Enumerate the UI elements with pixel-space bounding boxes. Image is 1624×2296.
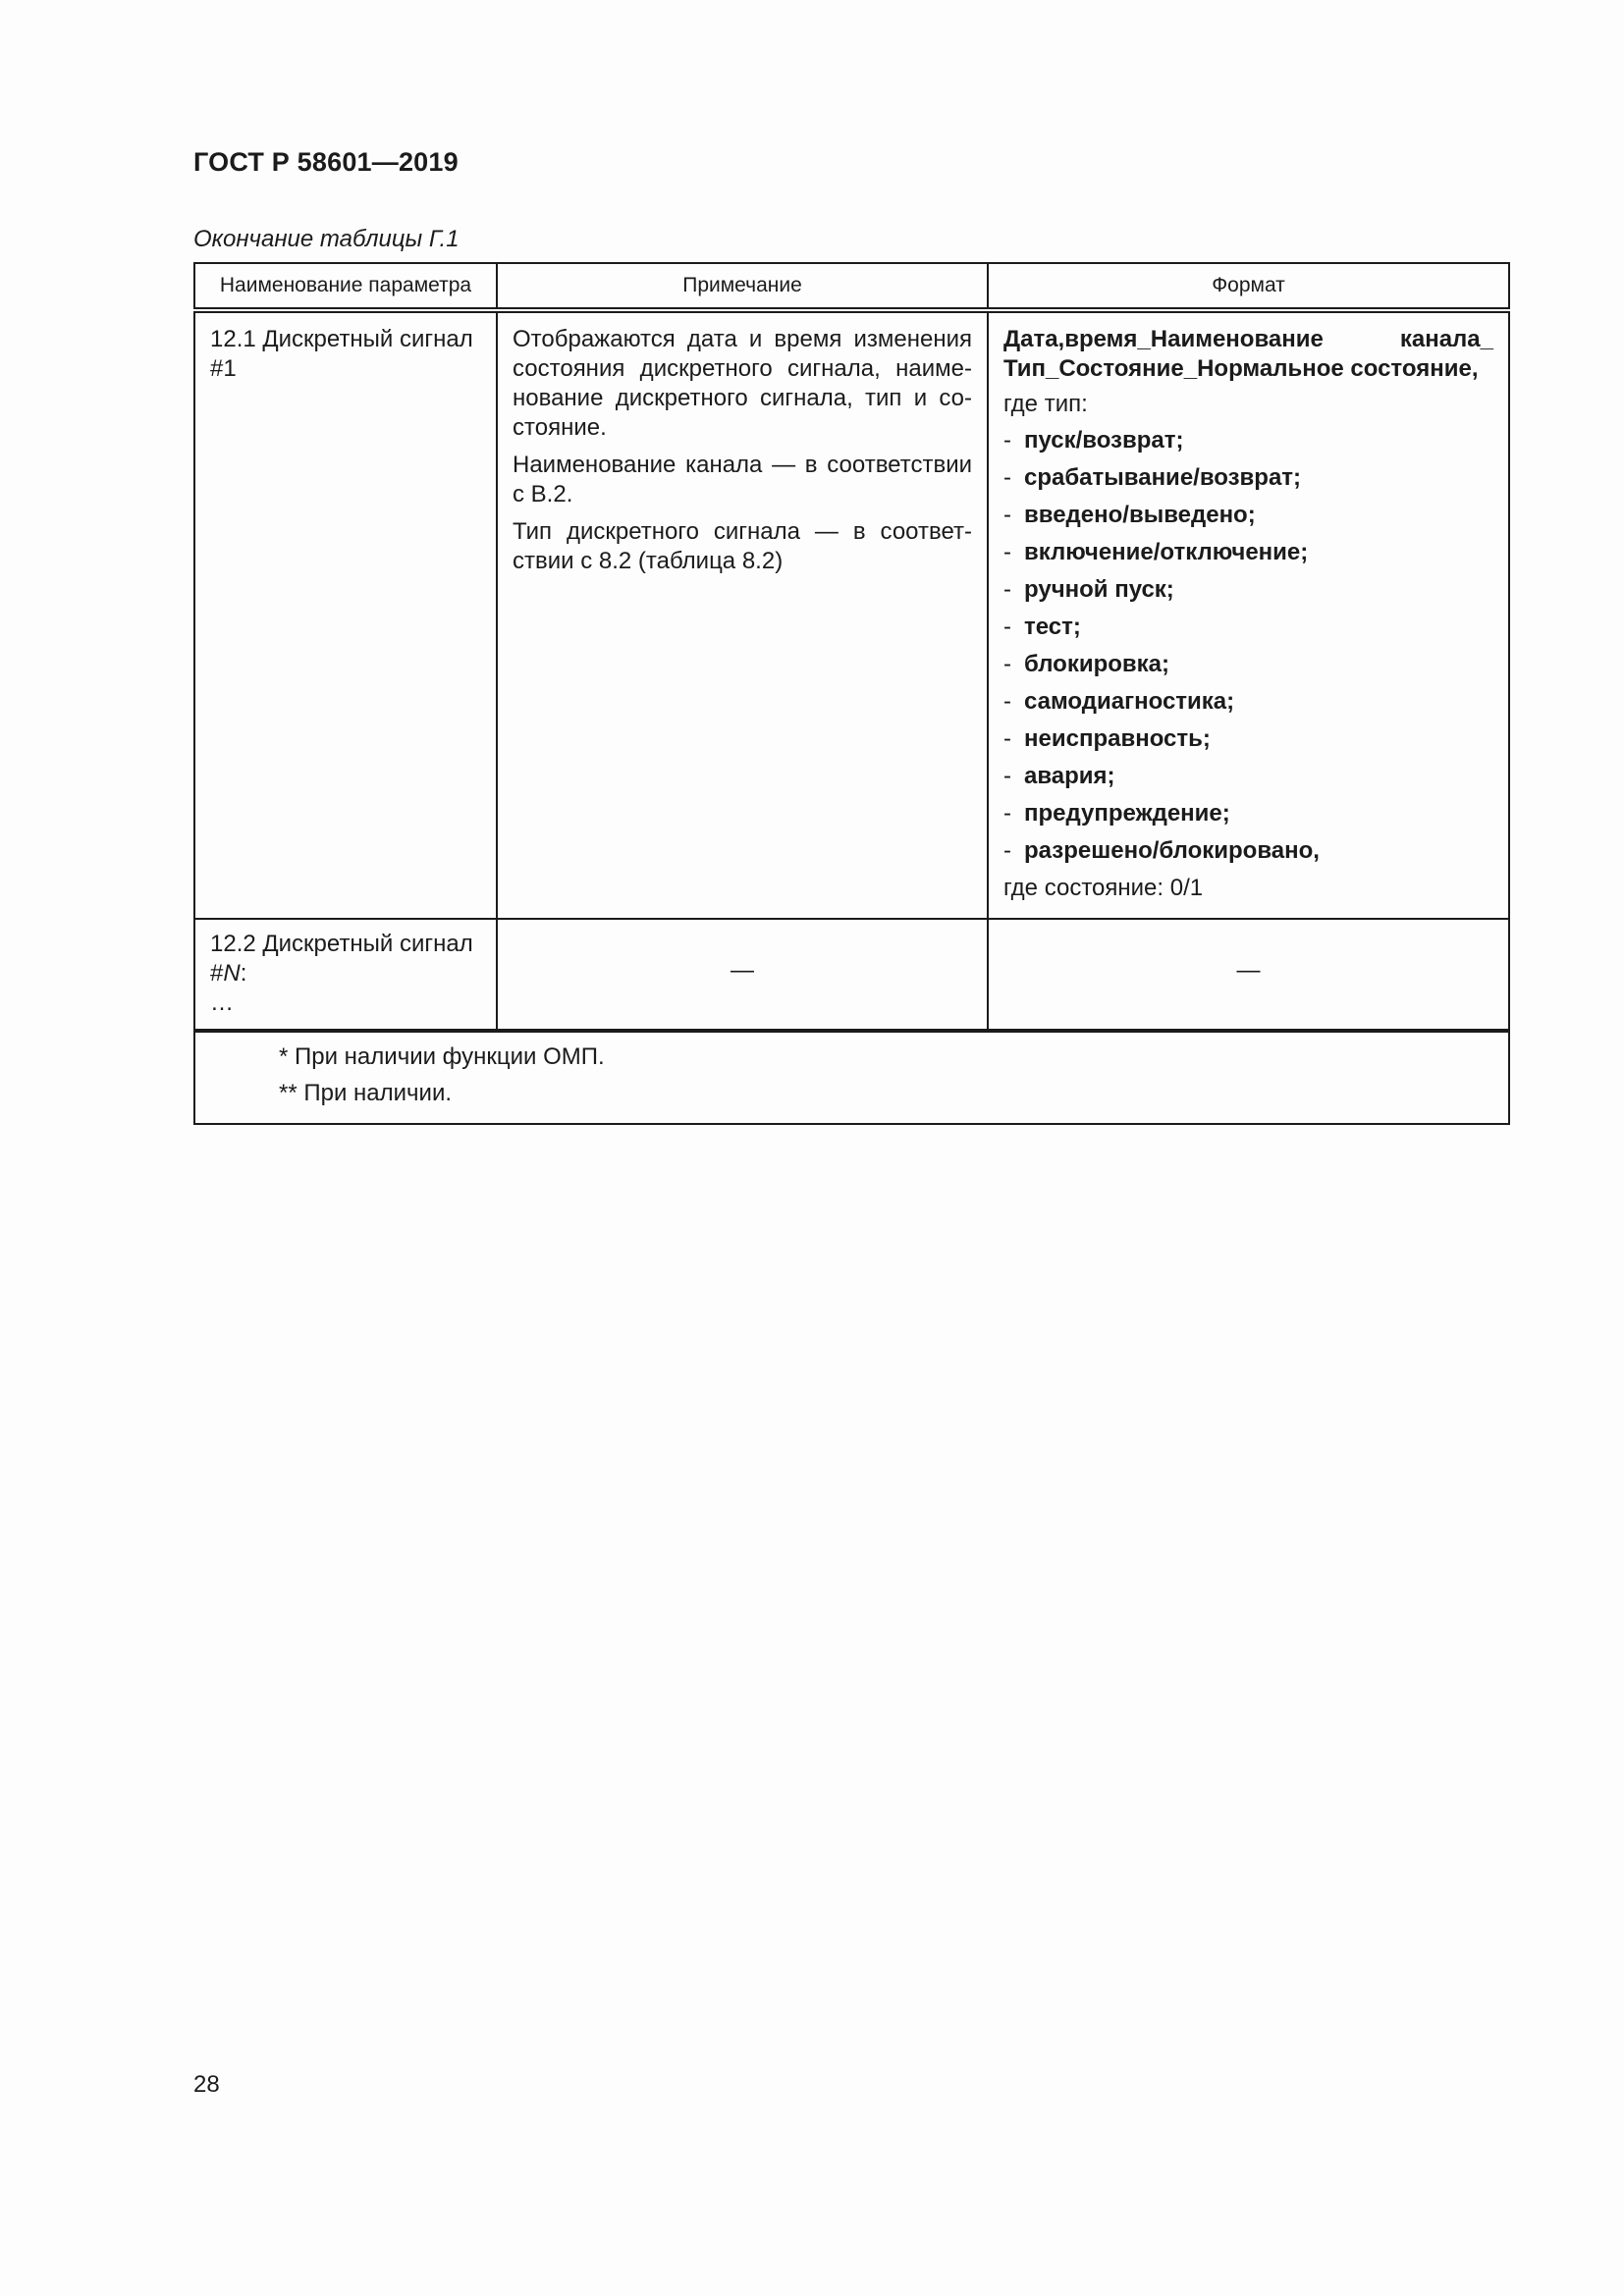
list-bullet: - [1003, 688, 1011, 715]
format-title: Дата,время_Наименование канала_ Тип_Состояние_Нормальное состояние, [1003, 326, 1493, 382]
format-type-value: блокировка; [1024, 651, 1170, 677]
footnote: ** При наличии. [279, 1080, 453, 1106]
parameter-hash: # [210, 960, 224, 987]
note-cell: — [497, 919, 988, 1031]
parameter-name: 12.2 Дискретный сигнал [210, 931, 473, 957]
parameter-colon: : [240, 960, 247, 987]
table-row [194, 919, 1509, 1031]
parameter-index [210, 959, 481, 988]
footnote: * При наличии функции ОМП. [279, 1043, 605, 1070]
parameter-cell [194, 919, 497, 1031]
table-row [194, 310, 1509, 919]
format-cell [988, 310, 1509, 919]
column-header-note: Примечание [497, 263, 988, 310]
parameter-cell [194, 310, 497, 919]
column-header-parameter: Наименование параметра [194, 263, 497, 310]
format-type-value: разрешено/блокировано, [1024, 837, 1320, 864]
list-bullet: - [1003, 427, 1011, 454]
note-paragraph: Тип дискретного сигнала — в соответствии с 8.2 (таблица 8.2) [513, 518, 972, 574]
list-bullet: - [1003, 614, 1011, 640]
format-type-value: включение/отключение; [1024, 539, 1309, 565]
parameter-ellipsis: … [210, 989, 234, 1016]
list-item [1003, 762, 1493, 791]
list-bullet: - [1003, 763, 1011, 789]
list-item [1003, 538, 1493, 567]
format-type-value: ручной пуск; [1024, 576, 1174, 603]
footnotes-cell [194, 1031, 1509, 1124]
list-bullet: - [1003, 837, 1011, 864]
list-item [1003, 836, 1493, 866]
list-item [1003, 501, 1493, 530]
parameter-variable: N [223, 960, 241, 987]
format-type-value: тест; [1024, 614, 1081, 640]
list-bullet: - [1003, 502, 1011, 528]
list-bullet: - [1003, 725, 1011, 752]
list-bullet: - [1003, 464, 1011, 491]
format-type-value: введено/выведено; [1024, 502, 1256, 528]
format-type-value: неисправность; [1024, 725, 1211, 752]
table-caption: Окончание таблицы Г.1 [193, 226, 460, 252]
list-item [1003, 575, 1493, 605]
format-type-value: пуск/возврат; [1024, 427, 1184, 454]
parameter-name: 12.1 Дискретный сигнал [210, 326, 473, 352]
format-type-value: срабатывание/возврат; [1024, 464, 1302, 491]
list-item [1003, 426, 1493, 455]
page-number: 28 [193, 2071, 220, 2098]
format-state-line: где состояние: 0/1 [1003, 875, 1204, 901]
note-cell [497, 310, 988, 919]
format-type-value: самодиагностика; [1024, 688, 1235, 715]
list-item [1003, 650, 1493, 679]
list-item [1003, 463, 1493, 493]
format-type-value: авария; [1024, 763, 1115, 789]
list-bullet: - [1003, 800, 1011, 827]
format-type-value: предупреждение; [1024, 800, 1230, 827]
list-bullet: - [1003, 651, 1011, 677]
table-header-row [194, 263, 1509, 310]
format-type-intro: где тип: [1003, 391, 1088, 417]
note-paragraph: Отображаются дата и время изменения состояния дискретного сигнала, наименование дискретного сигнала, тип и состояние. [513, 326, 972, 441]
list-bullet: - [1003, 539, 1011, 565]
footnotes-row [194, 1031, 1509, 1124]
list-bullet: - [1003, 576, 1011, 603]
note-paragraph: Наименование канала — в соответствии с В.2. [513, 452, 972, 507]
list-item [1003, 724, 1493, 754]
format-cell: — [988, 919, 1509, 1031]
parameter-index: #1 [210, 355, 237, 382]
list-item [1003, 799, 1493, 828]
document-header: ГОСТ Р 58601—2019 [193, 147, 459, 177]
parameters-table [193, 262, 1510, 1125]
list-item [1003, 687, 1493, 717]
format-type-list [1003, 426, 1493, 866]
column-header-format: Формат [988, 263, 1509, 310]
list-item [1003, 613, 1493, 642]
